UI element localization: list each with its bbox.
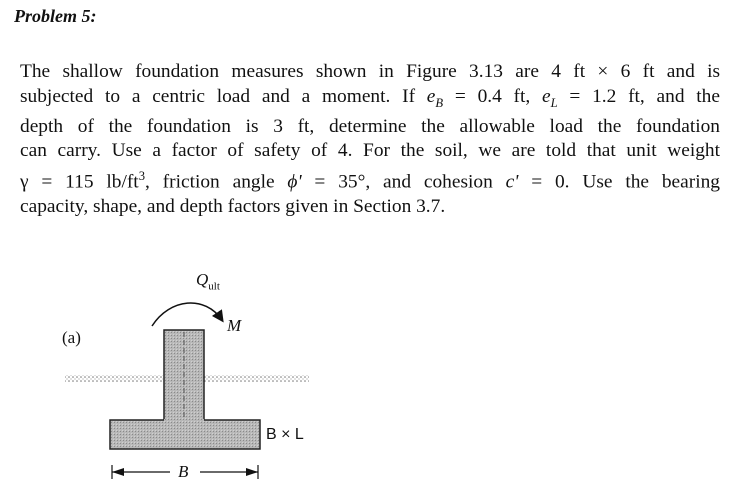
panel-label: (a): [62, 328, 81, 347]
moment-arrow: [152, 303, 222, 326]
foundation-diagram: [0, 260, 748, 495]
problem-line-5: γ = 115 $lb/ft^3$, friction angle ϕ' = 35°, and cohesion c' = 0. Use the bearing: [20, 168, 720, 193]
problem-line-1: The shallow foundation measures shown in Figure 3.13 are 4 ft × 6 ft and is: [20, 61, 720, 82]
soil-left: [65, 375, 163, 382]
problem-line-2: subjected to a centric load and a moment. If $e_B = 0.4$ ft, $e_L = 1.2$ ft, and the: [20, 85, 720, 110]
moment-label: M: [227, 316, 242, 335]
dimension-label: B × L: [266, 426, 304, 443]
problem-title: Problem 5:: [14, 6, 97, 26]
width-label: B: [178, 462, 189, 481]
soil-right: [204, 375, 309, 382]
foundation-footing: [110, 420, 260, 449]
load-label: $Q_{ult}$: [196, 270, 220, 293]
foundation-figure: [0, 260, 748, 495]
problem-line-4: can carry. Use a factor of safety of 4. For the soil, we are told that unit weight: [20, 140, 720, 162]
problem-line-6: capacity, shape, and depth factors given in Section 3.7.: [20, 195, 446, 217]
problem-statement: [20, 60, 720, 219]
problem-line-3: depth of the foundation is 3 ft, determine the allowable load the foundation: [20, 115, 720, 137]
